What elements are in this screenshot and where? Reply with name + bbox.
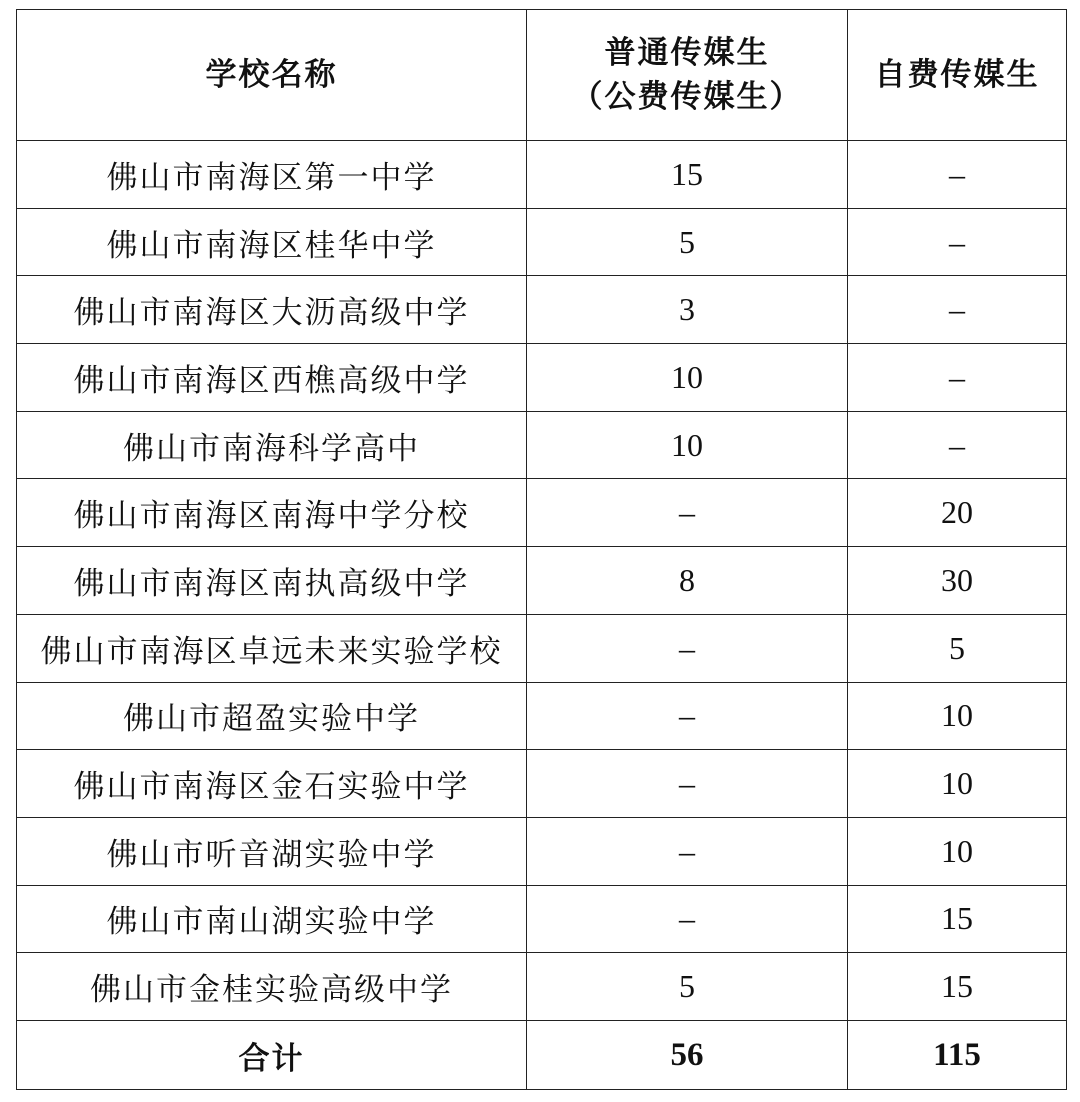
school-name-cell: 佛山市南海区南海中学分校	[17, 479, 527, 547]
header-school-name: 学校名称	[17, 10, 527, 141]
school-name-cell: 佛山市南山湖实验中学	[17, 885, 527, 953]
school-name-cell: 佛山市超盈实验中学	[17, 682, 527, 750]
header-regular-line1: 普通传媒生	[604, 35, 770, 71]
table-header	[17, 10, 1067, 141]
school-name-cell: 佛山市听音湖实验中学	[17, 817, 527, 885]
total-row	[17, 1021, 1067, 1090]
self-funded-count-cell: –	[848, 141, 1067, 209]
table-row	[17, 614, 1067, 682]
table-row	[17, 547, 1067, 615]
self-funded-count-cell: –	[848, 208, 1067, 276]
header-regular-line2: （公费传媒生）	[571, 79, 803, 115]
self-funded-count-cell: 20	[848, 479, 1067, 547]
school-name-cell: 佛山市南海区第一中学	[17, 141, 527, 209]
table-row	[17, 953, 1067, 1021]
self-funded-count-cell: 15	[848, 885, 1067, 953]
self-funded-count-cell: 5	[848, 614, 1067, 682]
regular-count-cell: 15	[527, 141, 848, 209]
regular-count-cell: 5	[527, 953, 848, 1021]
school-name-cell: 佛山市南海区桂华中学	[17, 208, 527, 276]
regular-count-cell: –	[527, 479, 848, 547]
regular-count-cell: 3	[527, 276, 848, 344]
school-name-cell: 佛山市南海区金石实验中学	[17, 750, 527, 818]
regular-count-cell: 10	[527, 411, 848, 479]
total-regular-count: 56	[527, 1021, 848, 1090]
regular-count-cell: –	[527, 817, 848, 885]
header-self-funded-media-students: 自费传媒生	[848, 10, 1067, 141]
school-name-cell: 佛山市金桂实验高级中学	[17, 953, 527, 1021]
regular-count-cell: –	[527, 750, 848, 818]
header-row	[17, 10, 1067, 141]
table-body	[17, 141, 1067, 1021]
regular-count-cell: –	[527, 682, 848, 750]
table-row	[17, 141, 1067, 209]
self-funded-count-cell: 10	[848, 817, 1067, 885]
school-name-cell: 佛山市南海区南执高级中学	[17, 547, 527, 615]
regular-count-cell: 10	[527, 344, 848, 412]
table-row	[17, 411, 1067, 479]
table-row	[17, 344, 1067, 412]
table-row	[17, 750, 1067, 818]
total-self-funded-count: 115	[848, 1021, 1067, 1090]
regular-count-cell: 5	[527, 208, 848, 276]
table-row	[17, 208, 1067, 276]
table-row	[17, 682, 1067, 750]
school-name-cell: 佛山市南海区大沥高级中学	[17, 276, 527, 344]
self-funded-count-cell: –	[848, 411, 1067, 479]
regular-count-cell: 8	[527, 547, 848, 615]
enrollment-table	[16, 9, 1067, 1090]
self-funded-count-cell: 10	[848, 750, 1067, 818]
self-funded-count-cell: 30	[848, 547, 1067, 615]
table-footer	[17, 1021, 1067, 1090]
self-funded-count-cell: 10	[848, 682, 1067, 750]
table-row	[17, 885, 1067, 953]
total-label: 合计	[17, 1021, 527, 1090]
table-row	[17, 817, 1067, 885]
enrollment-table-container	[16, 9, 1066, 1090]
school-name-cell: 佛山市南海区西樵高级中学	[17, 344, 527, 412]
regular-count-cell: –	[527, 614, 848, 682]
regular-count-cell: –	[527, 885, 848, 953]
header-regular-media-students	[527, 10, 848, 141]
self-funded-count-cell: 15	[848, 953, 1067, 1021]
self-funded-count-cell: –	[848, 276, 1067, 344]
self-funded-count-cell: –	[848, 344, 1067, 412]
school-name-cell: 佛山市南海区卓远未来实验学校	[17, 614, 527, 682]
school-name-cell: 佛山市南海科学高中	[17, 411, 527, 479]
table-row	[17, 479, 1067, 547]
table-row	[17, 276, 1067, 344]
